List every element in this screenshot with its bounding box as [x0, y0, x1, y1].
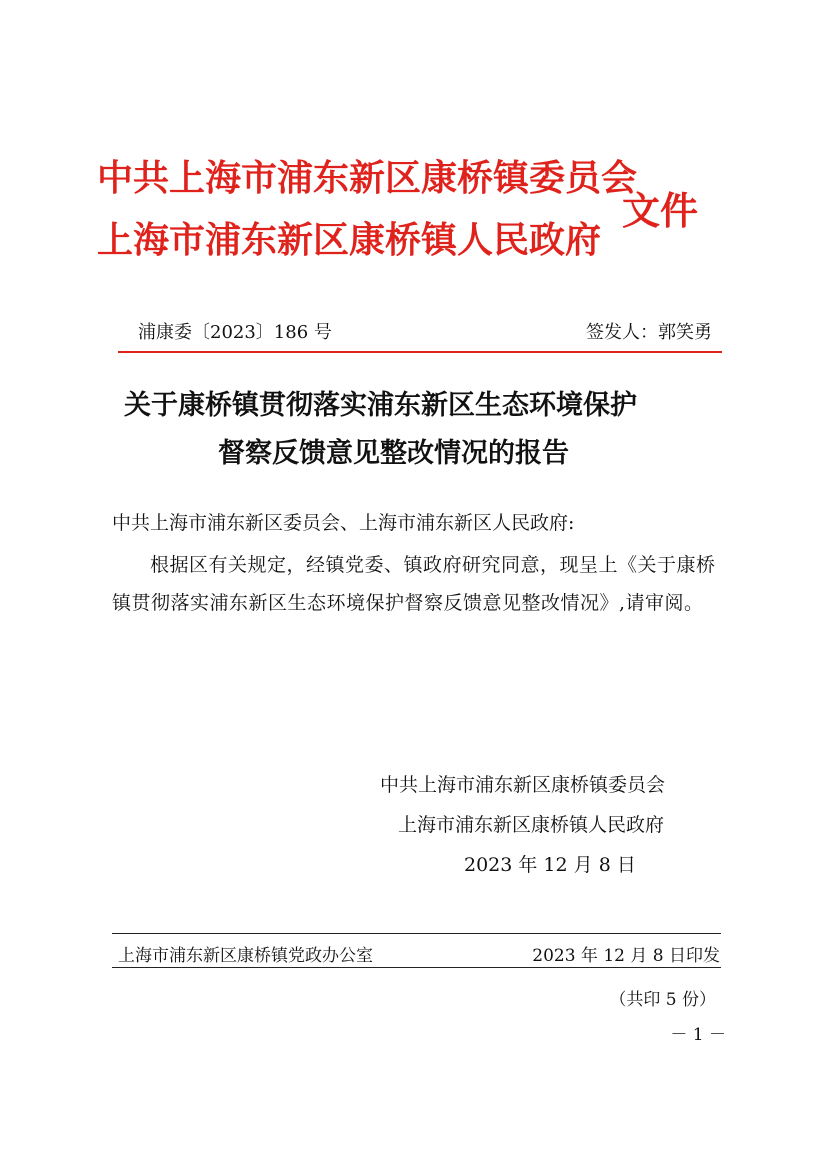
document-title-line1: 关于康桥镇贯彻落实浦东新区生态环境保护 — [124, 390, 637, 421]
footer-top-rule — [112, 933, 721, 934]
signature-org-government: 上海市浦东新区康桥镇人民政府 — [398, 814, 665, 836]
red-divider — [118, 351, 722, 353]
signature-org-party: 中共上海市浦东新区康桥镇委员会 — [380, 774, 666, 796]
issuing-office: 上海市浦东新区康桥镇党政办公室 — [118, 946, 373, 966]
footer-bottom-rule — [112, 967, 721, 968]
header-document-suffix: 文件 — [622, 188, 699, 233]
body-paragraph: 根据区有关规定，经镇党委、镇政府研究同意，现呈上《关于康桥镇贯彻落实浦东新区生态环境保护督察反馈意见整改情况》,请审阅。 — [112, 554, 716, 614]
signature-date: 2023 年 12 月 8 日 — [464, 854, 636, 876]
print-date: 2023 年 12 月 8 日印发 — [532, 946, 720, 966]
signer: 签发人：郭笑勇 — [586, 322, 712, 343]
salutation: 中共上海市浦东新区委员会、上海市浦东新区人民政府: — [112, 512, 575, 534]
page-number: － 1 － — [670, 1025, 726, 1045]
document-title-line2: 督察反馈意见整改情况的报告 — [218, 438, 569, 469]
document-number: 浦康委〔2023〕186 号 — [138, 322, 332, 343]
header-org-party: 中共上海市浦东新区康桥镇委员会 — [97, 157, 638, 199]
copies-count: （共印 5 份） — [609, 990, 716, 1010]
header-org-government: 上海市浦东新区康桥镇人民政府 — [97, 219, 602, 261]
